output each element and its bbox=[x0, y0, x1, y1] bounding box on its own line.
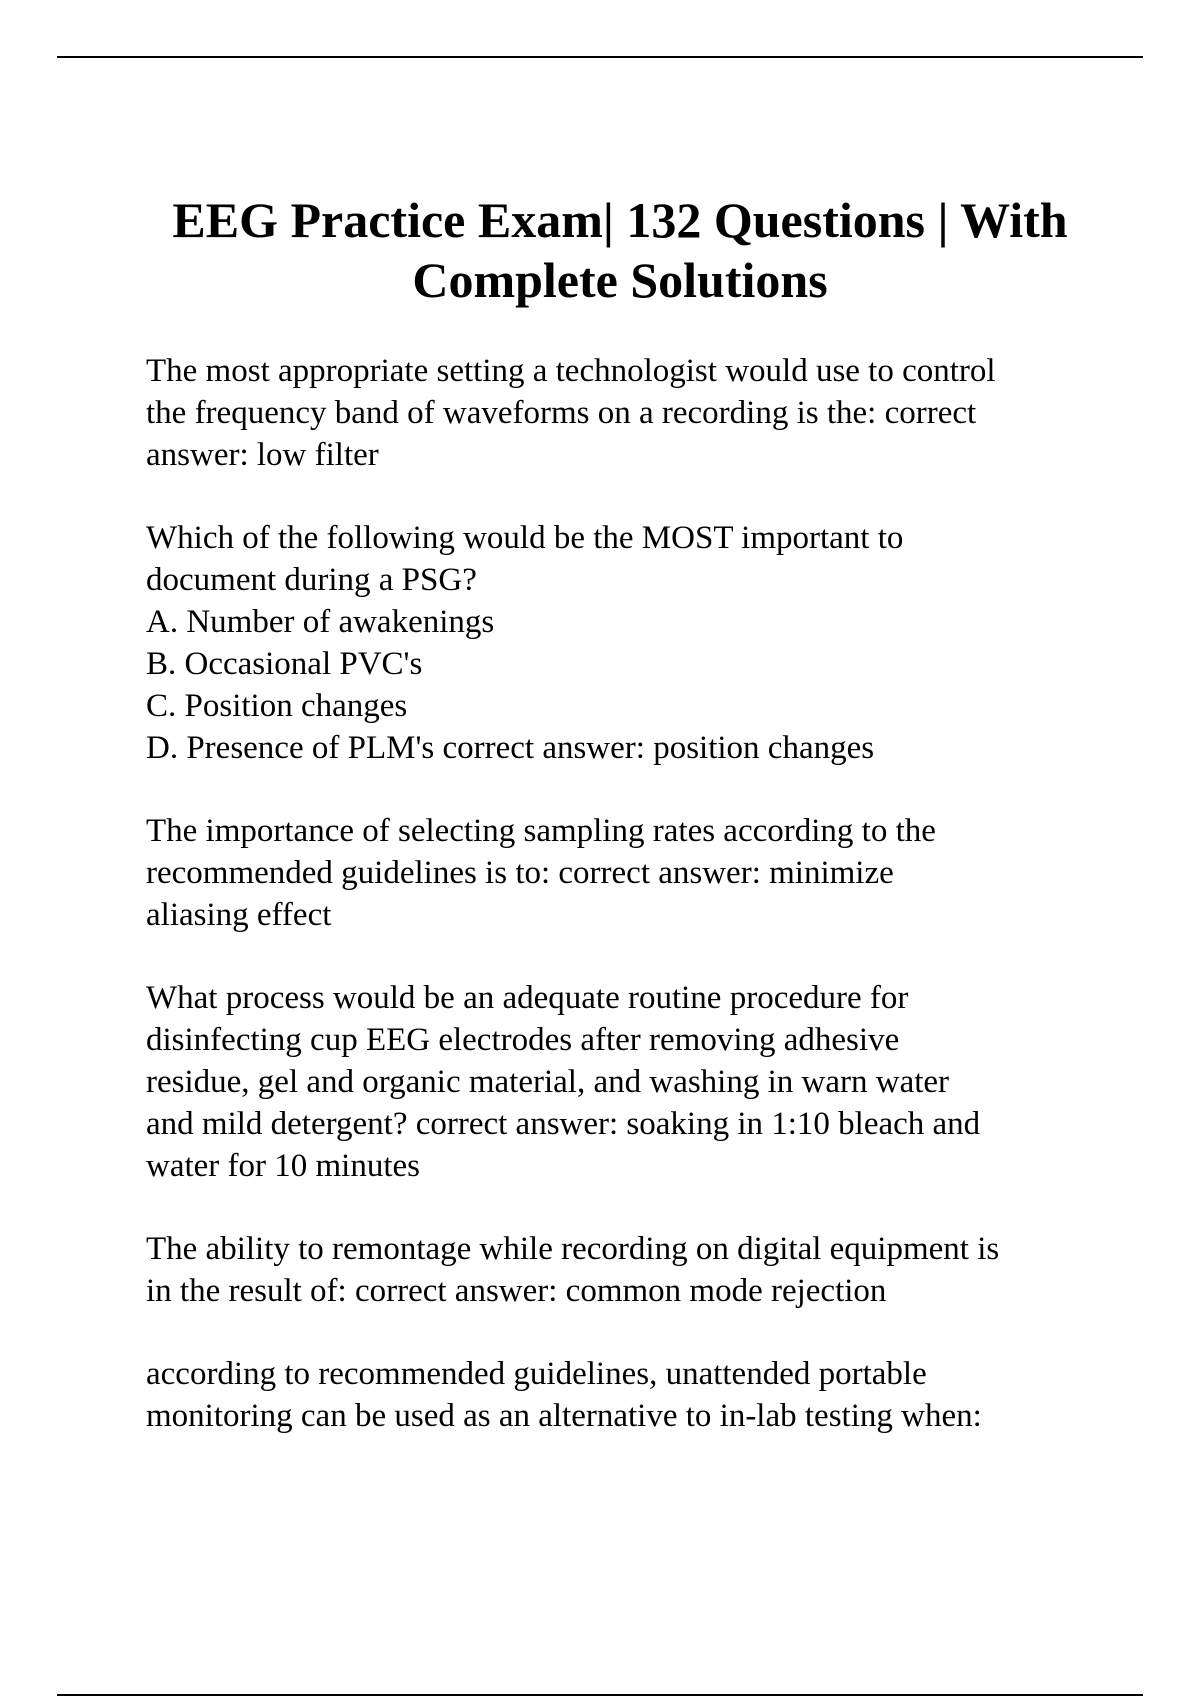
question-paragraph bbox=[146, 1353, 1146, 1437]
header-rule bbox=[57, 56, 1143, 58]
text-line: recommended guidelines is to: correct answer: minimize bbox=[146, 855, 894, 891]
text-line: according to recommended guidelines, unattended portable bbox=[146, 1356, 927, 1392]
paragraph-gap bbox=[146, 1187, 1146, 1228]
text-line: water for 10 minutes bbox=[146, 1148, 421, 1184]
text-line: The most appropriate setting a technologist would use to control bbox=[146, 353, 996, 389]
text-line: The importance of selecting sampling rates according to the bbox=[146, 813, 936, 849]
text-line: answer: low filter bbox=[146, 437, 379, 473]
text-line: document during a PSG? bbox=[146, 562, 477, 598]
text-line: The ability to remontage while recording on digital equipment is bbox=[146, 1231, 1000, 1267]
document-body bbox=[146, 350, 1146, 1437]
paragraph-gap bbox=[146, 1312, 1146, 1353]
answer-option: C. Position changes bbox=[146, 688, 408, 724]
paragraph-gap bbox=[146, 476, 1146, 517]
footer-rule bbox=[57, 1694, 1143, 1696]
answer-option: A. Number of awakenings bbox=[146, 604, 495, 640]
title-line: Complete Solutions bbox=[412, 252, 828, 308]
text-line: in the result of: correct answer: common mode rejection bbox=[146, 1273, 887, 1309]
text-line: What process would be an adequate routine procedure for bbox=[146, 980, 909, 1016]
question-paragraph bbox=[146, 1228, 1146, 1312]
document-title bbox=[100, 190, 1140, 310]
answer-option: B. Occasional PVC's bbox=[146, 646, 423, 682]
paragraph-gap bbox=[146, 936, 1146, 977]
text-line: disinfecting cup EEG electrodes after removing adhesive bbox=[146, 1022, 900, 1058]
question-paragraph bbox=[146, 517, 1146, 769]
question-paragraph bbox=[146, 977, 1146, 1187]
text-line: and mild detergent? correct answer: soaking in 1:10 bleach and bbox=[146, 1106, 981, 1142]
paragraph-gap bbox=[146, 769, 1146, 810]
question-paragraph bbox=[146, 810, 1146, 936]
text-line: monitoring can be used as an alternative to in-lab testing when: bbox=[146, 1398, 982, 1434]
text-line: aliasing effect bbox=[146, 897, 332, 933]
text-line: Which of the following would be the MOST important to bbox=[146, 520, 904, 556]
answer-option: D. Presence of PLM's correct answer: position changes bbox=[146, 730, 875, 766]
question-paragraph bbox=[146, 350, 1146, 476]
text-line: the frequency band of waveforms on a recording is the: correct bbox=[146, 395, 977, 431]
text-line: residue, gel and organic material, and washing in warn water bbox=[146, 1064, 950, 1100]
title-line: EEG Practice Exam| 132 Questions | With bbox=[172, 192, 1068, 248]
